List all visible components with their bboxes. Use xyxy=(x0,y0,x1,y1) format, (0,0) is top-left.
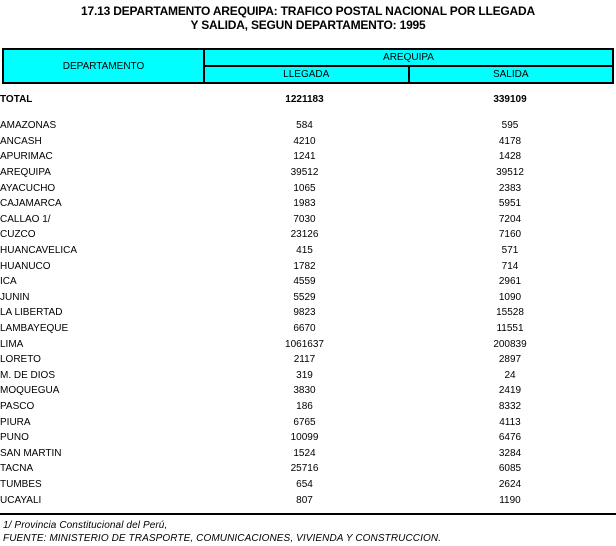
salida-value: 1428 xyxy=(498,151,522,163)
header-arequipa-group: AREQUIPA xyxy=(204,49,613,66)
total-label: TOTAL xyxy=(0,94,33,105)
salida-value: 4113 xyxy=(499,416,521,428)
table-row xyxy=(0,321,616,337)
llegada-value: 415 xyxy=(296,245,313,257)
salida-value: 2897 xyxy=(498,354,522,366)
table-row xyxy=(0,430,616,446)
llegada-value: 4210 xyxy=(293,135,316,147)
llegada-value: 1241 xyxy=(293,151,316,163)
llegada-value: 5529 xyxy=(293,291,316,303)
department-name: AYACUCHO xyxy=(0,182,56,194)
header-salida: SALIDA xyxy=(409,66,614,83)
salida-value: 7204 xyxy=(498,213,522,225)
llegada-value: 2117 xyxy=(293,354,316,366)
table-row xyxy=(0,336,616,352)
department-name: CALLAO 1/ xyxy=(0,213,51,225)
llegada-value: 9823 xyxy=(293,307,316,319)
table-row xyxy=(0,461,616,477)
table-row xyxy=(0,290,616,306)
table-row xyxy=(0,305,616,321)
salida-value: 2383 xyxy=(498,182,522,194)
llegada-value: 1524 xyxy=(293,447,316,459)
table-row xyxy=(0,477,616,493)
column-headers xyxy=(2,48,614,84)
table-row xyxy=(0,118,616,134)
salida-value: 714 xyxy=(501,260,519,272)
llegada-value: 39512 xyxy=(290,167,319,179)
llegada-value: 807 xyxy=(296,494,313,506)
department-name: MOQUEGUA xyxy=(0,385,60,397)
salida-value: 6476 xyxy=(498,432,522,444)
salida-value: 3284 xyxy=(498,447,522,459)
department-name: LAMBAYEQUE xyxy=(0,323,69,335)
table-row xyxy=(0,196,616,212)
llegada-value: 1782 xyxy=(293,260,316,272)
department-name: CUZCO xyxy=(0,229,36,241)
department-name: LIMA xyxy=(0,338,24,350)
table-row xyxy=(0,258,616,274)
llegada-value: 25716 xyxy=(290,463,319,475)
table-row xyxy=(0,352,616,368)
salida-value: 2419 xyxy=(498,385,522,397)
department-name: LA LIBERTAD xyxy=(0,307,63,319)
salida-value: 200839 xyxy=(493,338,527,350)
department-name: PUNO xyxy=(0,432,29,444)
table-row xyxy=(0,274,616,290)
salida-value: 2624 xyxy=(498,478,522,490)
llegada-value: 4559 xyxy=(293,276,316,288)
llegada-value: 6670 xyxy=(293,323,316,335)
llegada-value: 7030 xyxy=(293,213,316,225)
llegada-value: 1983 xyxy=(293,198,316,210)
header-llegada: LLEGADA xyxy=(204,66,409,83)
department-name: CAJAMARCA xyxy=(0,198,62,210)
salida-value: 8332 xyxy=(498,400,522,412)
footnote-source: FUENTE: MINISTERIO DE TRASPORTE, COMUNICACIONES, VIVIENDA Y CONSTRUCCION. xyxy=(3,532,442,544)
department-name: AMAZONAS xyxy=(0,120,57,132)
table-row xyxy=(0,134,616,150)
table-row xyxy=(0,368,616,384)
department-name: AREQUIPA xyxy=(0,167,51,179)
table-row xyxy=(0,212,616,228)
llegada-value: 3830 xyxy=(293,385,316,397)
salida-value: 39512 xyxy=(496,167,524,179)
spacer-row xyxy=(0,108,616,118)
total-row xyxy=(0,91,616,108)
salida-value: 4178 xyxy=(498,135,522,147)
department-name: ANCASH xyxy=(0,135,42,147)
table-row xyxy=(0,414,616,430)
department-name: PIURA xyxy=(0,416,31,428)
table-row xyxy=(0,180,616,196)
table-row xyxy=(0,227,616,243)
department-name: TACNA xyxy=(0,463,34,475)
department-name: SAN MARTIN xyxy=(0,447,62,459)
llegada-value: 23126 xyxy=(290,229,319,241)
table-row xyxy=(0,149,616,165)
department-name: LORETO xyxy=(0,354,41,366)
table-row xyxy=(0,165,616,181)
department-name: M. DE DIOS xyxy=(0,369,56,381)
salida-value: 1090 xyxy=(498,291,522,303)
footnote-provincia: 1/ Provincia Constitucional del Perú, xyxy=(3,519,168,531)
department-name: HUANCAVELICA xyxy=(0,245,78,257)
page-title-line2: Y SALIDA, SEGUN DEPARTAMENTO: 1995 xyxy=(190,18,426,32)
total-salida-value: 339109 xyxy=(493,94,527,105)
department-name: ICA xyxy=(0,276,17,288)
department-name: APURIMAC xyxy=(0,151,53,163)
llegada-value: 1061637 xyxy=(285,338,324,350)
llegada-value: 186 xyxy=(296,400,313,412)
salida-value: 11551 xyxy=(496,323,524,335)
table-row xyxy=(0,445,616,461)
llegada-value: 1065 xyxy=(293,182,316,194)
header-row-1 xyxy=(3,49,613,66)
department-name: TUMBES xyxy=(0,478,42,490)
header-departamento: DEPARTAMENTO xyxy=(3,49,204,83)
table-row xyxy=(0,243,616,259)
salida-value: 5951 xyxy=(498,198,522,210)
footnotes xyxy=(0,515,616,545)
department-name: HUANUCO xyxy=(0,260,51,272)
salida-value: 24 xyxy=(504,369,516,381)
total-llegada-value: 1221183 xyxy=(285,94,324,105)
table-row xyxy=(0,383,616,399)
table-row xyxy=(0,399,616,415)
department-name: JUNIN xyxy=(0,291,30,303)
department-name: PASCO xyxy=(0,400,35,412)
salida-value: 595 xyxy=(501,120,519,132)
salida-value: 1190 xyxy=(499,494,521,506)
salida-value: 7160 xyxy=(498,229,522,241)
page-title-line1: 17.13 DEPARTAMENTO AREQUIPA: TRAFICO POSTAL NACIONAL POR LLEGADA xyxy=(81,4,535,18)
llegada-value: 584 xyxy=(296,120,313,132)
table-row xyxy=(0,492,616,508)
llegada-value: 319 xyxy=(296,369,313,381)
salida-value: 15528 xyxy=(496,307,524,319)
department-name: UCAYALI xyxy=(0,494,42,506)
page-title xyxy=(0,0,616,32)
llegada-value: 654 xyxy=(296,478,313,490)
salida-value: 6085 xyxy=(498,463,522,475)
llegada-value: 6765 xyxy=(293,416,316,428)
data-table xyxy=(0,91,616,508)
table-body xyxy=(0,91,616,508)
salida-value: 571 xyxy=(501,245,519,257)
salida-value: 2961 xyxy=(498,276,522,288)
llegada-value: 10099 xyxy=(290,432,319,444)
